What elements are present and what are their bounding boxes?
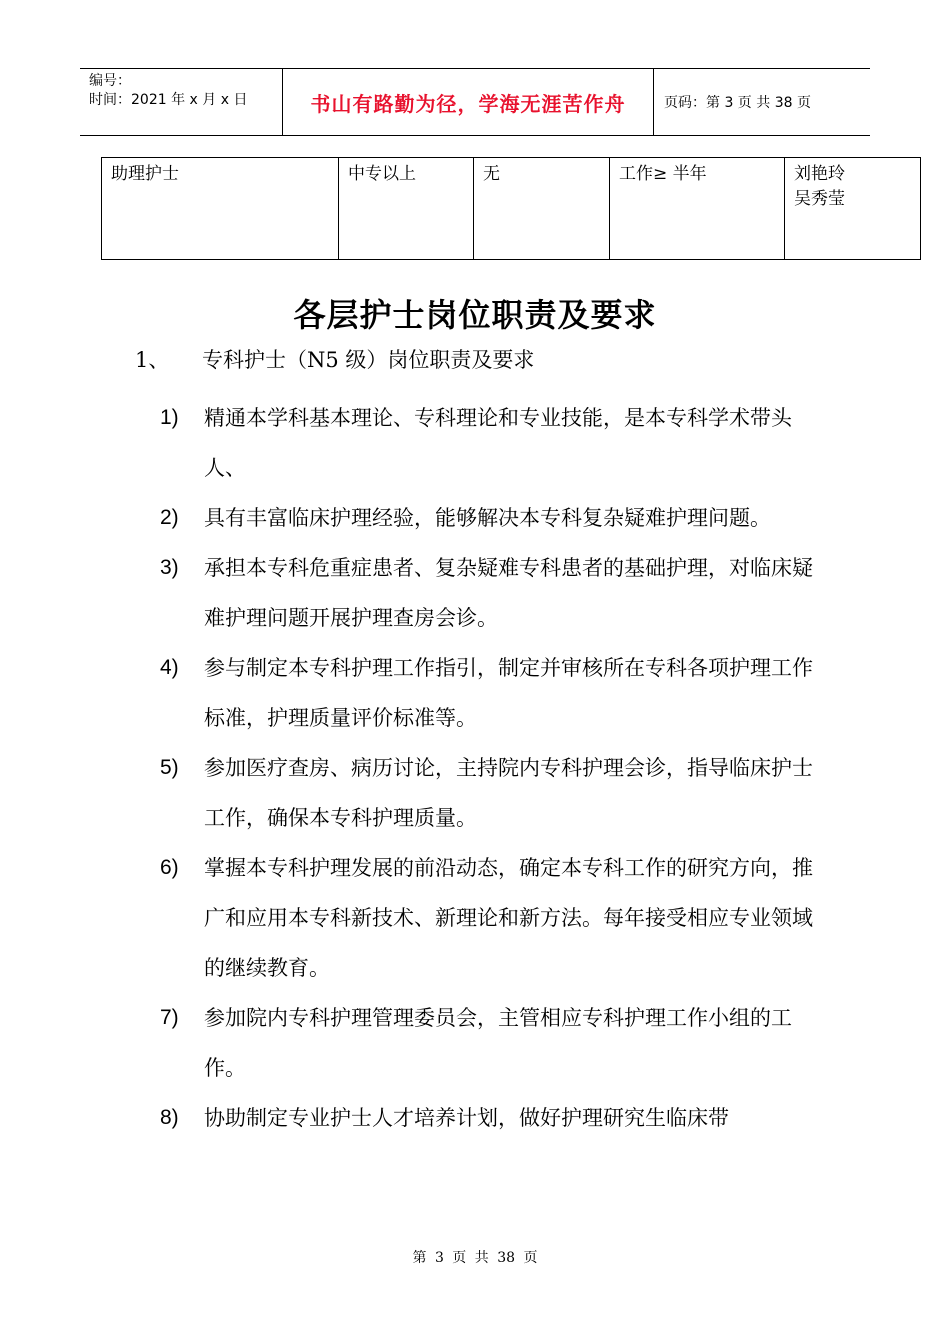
list-item — [160, 843, 820, 993]
list-item-number: 4) — [160, 656, 179, 679]
table-cell-names: 刘艳玲 吴秀莹 — [785, 158, 921, 260]
page-footer: 第 3 页 共 38 页 — [412, 1250, 538, 1266]
list-item — [160, 643, 820, 743]
list-item — [160, 743, 820, 843]
list-item-number: 2) — [160, 506, 179, 529]
table-cell-experience: 工作≥ 半年 — [610, 158, 785, 260]
table-cell-title: 无 — [474, 158, 610, 260]
list-item-text: 掌握本专科护理发展的前沿动态，确定本专科工作的研究方向，推广和应用本专科新技术、新理论和新方法。每年接受相应专业领域的继续教育。 — [204, 856, 813, 980]
duty-list — [160, 393, 820, 1143]
header-meta — [80, 69, 282, 135]
list-item-text: 协助制定专业护士人才培养计划，做好护理研究生临床带 — [204, 1106, 729, 1130]
table-cell-education: 中专以上 — [339, 158, 474, 260]
list-item-number: 3) — [160, 556, 179, 579]
page-title: 各层护士岗位职责及要求 — [293, 296, 657, 334]
section-number: 1、 — [135, 348, 170, 372]
list-item-number: 6) — [160, 856, 179, 879]
list-item-text: 精通本学科基本理论、专科理论和专业技能，是本专科学术带头人、 — [204, 406, 792, 480]
list-item — [160, 993, 820, 1093]
list-item-text: 承担本专科危重症患者、复杂疑难专科患者的基础护理，对临床疑难护理问题开展护理查房会诊。 — [204, 556, 813, 630]
list-item-number: 5) — [160, 756, 179, 779]
list-item-number: 8) — [160, 1106, 179, 1129]
header-motto-cell — [282, 69, 654, 135]
list-item-text: 具有丰富临床护理经验，能够解决本专科复杂疑难护理问题。 — [204, 506, 771, 530]
table-cell-role: 助理护士 — [102, 158, 339, 260]
list-item-text: 参加院内专科护理管理委员会，主管相应专科护理工作小组的工作。 — [204, 1006, 792, 1080]
list-item — [160, 543, 820, 643]
motto-text: 书山有路勤为径，学海无涯苦作舟 — [310, 91, 626, 116]
list-item-number: 7) — [160, 1006, 179, 1029]
staff-table — [101, 157, 921, 260]
table-row — [102, 158, 921, 260]
section-heading-text: 专科护士（N5 级）岗位职责及要求 — [202, 348, 535, 372]
list-item-text: 参加医疗查房、病历讨论，主持院内专科护理会诊，指导临床护士工作，确保本专科护理质量。 — [204, 756, 813, 830]
list-item — [160, 1093, 820, 1143]
page-info: 页码：第 3 页 共 38 页 — [664, 95, 811, 111]
list-item-number: 1) — [160, 406, 179, 429]
list-item-text: 参与制定本专科护理工作指引，制定并审核所在专科各项护理工作标准，护理质量评价标准等。 — [204, 656, 813, 730]
page-header — [80, 68, 870, 136]
section-heading — [135, 344, 534, 376]
time-label: 时间：2021 年 x 月 x 日 — [89, 92, 248, 108]
list-item — [160, 493, 820, 543]
number-label: 编号： — [89, 73, 131, 89]
list-item — [160, 393, 820, 493]
